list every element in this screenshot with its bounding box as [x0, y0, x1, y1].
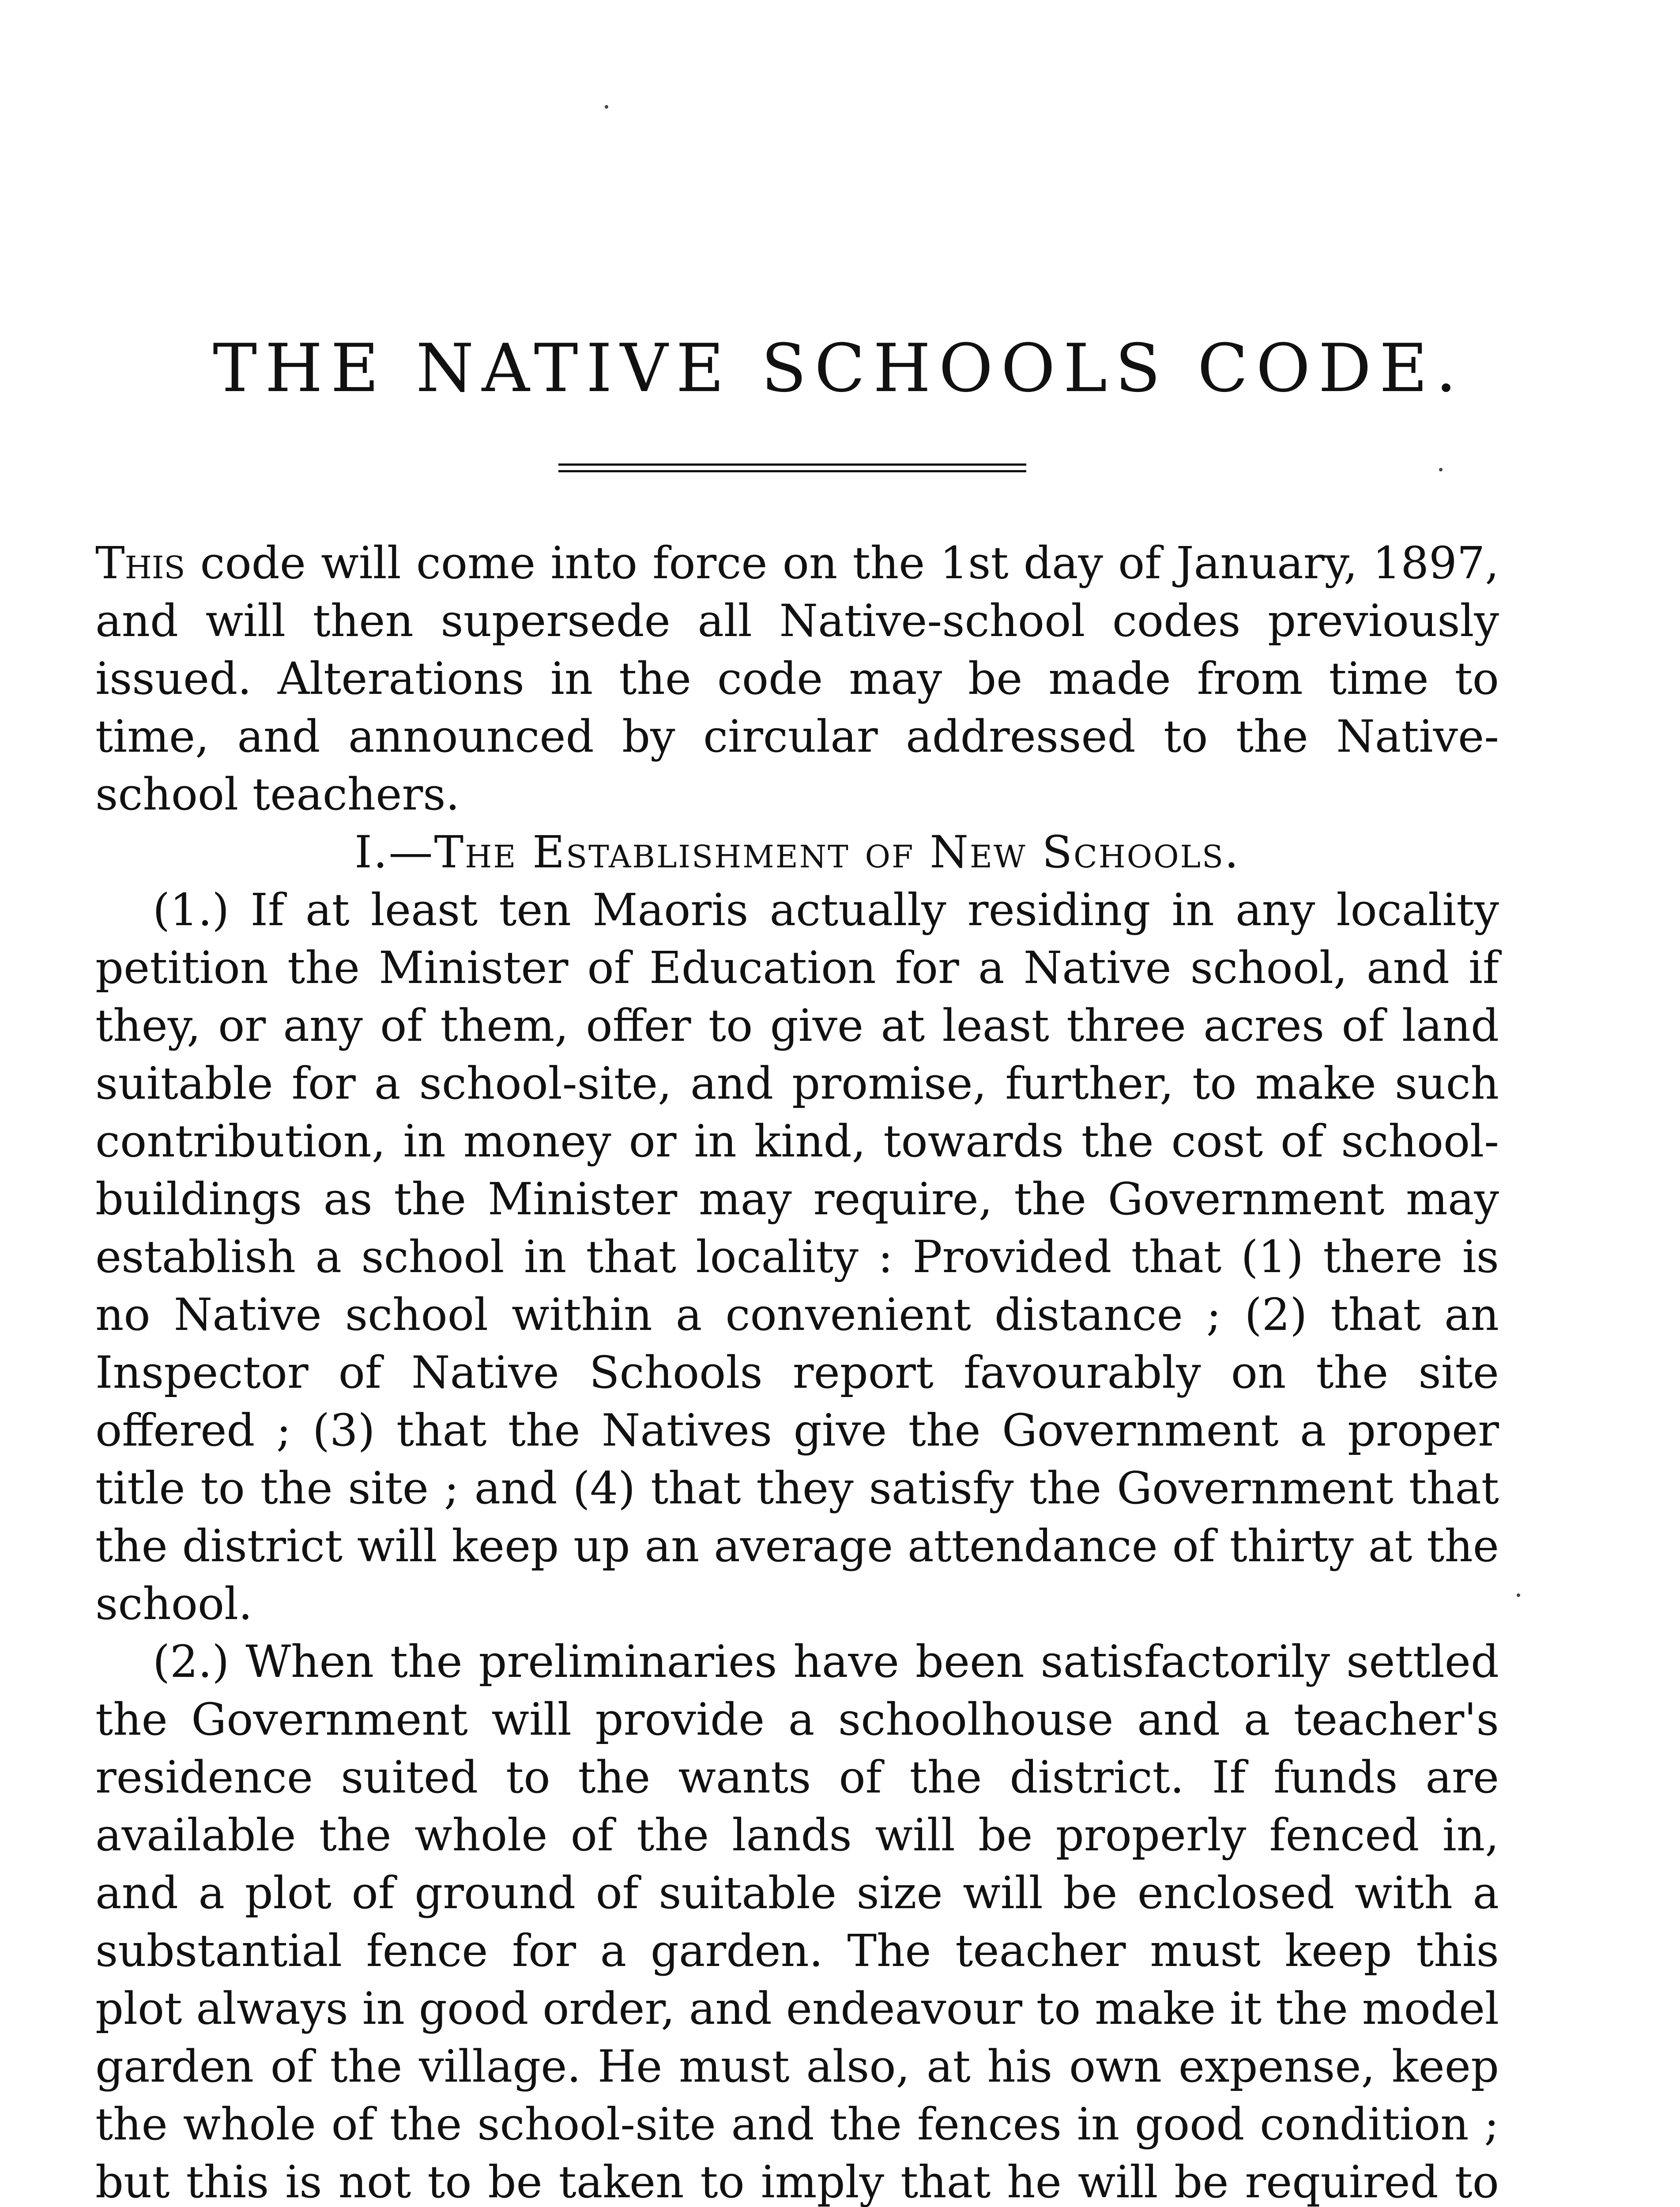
title-divider: [558, 463, 1026, 477]
scan-speck: [1439, 468, 1443, 471]
scan-speck: [1517, 1593, 1520, 1597]
page-title: THE NATIVE SCHOOLS CODE.: [213, 330, 1465, 407]
intro-lead: This: [95, 537, 185, 589]
divider-line-bottom: [558, 470, 1026, 472]
clause-2-paragraph: (2.) When the preliminaries have been satisfactorily settled the Government will provide a schoolhouse and a teacher's residence suited to the wants of the district. If funds are available the whole of the lands will be properly fenced in, and a plot of ground of suitable size will be enclosed with a substantial fence for a garden. The teacher must keep this plot always in good order, and endeavour to make it the model garden of the village. He must also, at his own expense, keep the whole of the school-site and the fences in good condition ; but this is not to be taken to imply that he will be required to: [95, 1636, 1499, 2207]
clause-1-paragraph: (1.) If at least ten Maoris actually residing in any locality petition the Minister of Education for a Native school, and if they, or any of them, offer to give at least three acres of land suitable for a school-site, and promise, further, to make such contribution, in money or in kind, towards the cost of school-buildings as the Minister may require, the Government may establish a school in that locality : Provided that (1) there is no Native school within a convenient distance ; (2) that an Inspector of Native Schools report favourably on the site offered ; (3) that the Natives give the Government a proper title to the site ; and (4) that they satisfy the Government that the district will keep up an average attendance of thirty at the school.: [95, 884, 1499, 1630]
section-heading: [95, 823, 1499, 881]
intro-text: code will come into force on the 1st day of January, 1897, and will then supersede all Native-school codes previously issued. Alterations in the code may be made from time to time, and announced by circular addressed to the Native-school teachers.: [95, 537, 1499, 820]
section-heading-text: I.—The Establishment of New Schools.: [354, 826, 1240, 878]
divider-line-top: [558, 463, 1026, 466]
intro-paragraph: [95, 534, 1499, 823]
document-body: [95, 534, 1499, 2207]
scan-speck: [605, 105, 608, 109]
